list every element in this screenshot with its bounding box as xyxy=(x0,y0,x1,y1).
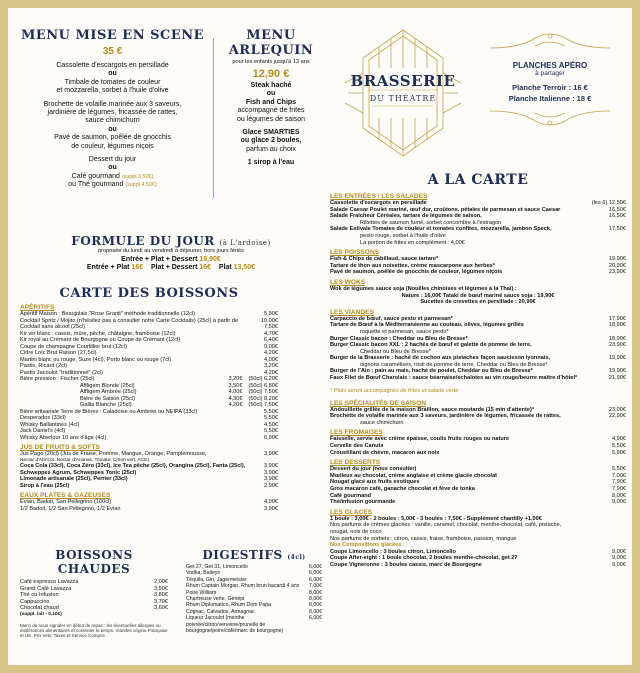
woks-line-3: Sucettes de crevettes en persillade : 20,90€ xyxy=(420,299,536,306)
formule-l2c-label: Plat xyxy=(218,264,232,271)
price-25cl: 4,00€ xyxy=(228,389,243,395)
price-50cl: (50cl) 8,20€ xyxy=(248,395,278,402)
formule-l2c-price: 13,50€ xyxy=(233,264,256,271)
mise-line: et mozzarella, sorbet à l'huile d'olive xyxy=(56,87,169,95)
fromages-list xyxy=(330,436,626,456)
planches-title: PLANCHES APÉRO xyxy=(512,61,588,70)
item-label: Chocolat chaud xyxy=(20,605,59,611)
desserts-row xyxy=(330,466,626,473)
compo-row xyxy=(330,549,626,556)
allergy-note: Merci de nous signaler en début de repas : les éventuelles allergies ou intolérances alimentaires et contenter le temps. Viandes origine Française et UE. Prix nets, Taxes et Service Compris xyxy=(20,622,168,639)
item-price: (les 6) 12,50€ xyxy=(591,200,626,206)
item-price: 3,70€ xyxy=(154,598,168,605)
item-label: Andouillette grillée de la maison Braillon, sauce moutarde (15 min d'attente)* xyxy=(330,406,534,413)
item-label: Burger de la Brasserie : haché de cochon aux pistaches façon saucisson lyonnais, xyxy=(330,355,551,362)
mise-or: ou xyxy=(108,164,117,172)
mise-line: jardinière de légumes, fricassée de rattes, xyxy=(47,109,178,117)
digestifs-title: DIGESTIFS xyxy=(202,548,283,562)
item-price: 8,00€ xyxy=(612,492,626,499)
bieres-list xyxy=(20,383,278,409)
item-price: 4,90€ xyxy=(612,436,626,443)
item-price: 8,00€ xyxy=(309,602,322,609)
item-label: Rhum Captain Morgan, Rhum brun bacardi 4 ans xyxy=(186,583,300,590)
eaux-title: EAUX PLATES & GAZEUSES xyxy=(20,492,111,500)
item-price: 5,50€ xyxy=(264,408,278,415)
item-label: Mœlleux au chocolat, crème anglaise et crème glacée chocolat xyxy=(330,472,497,479)
formule-l2a-price: 16€ xyxy=(131,264,144,271)
woks-title: LES WOKS xyxy=(330,278,366,286)
compo-row xyxy=(330,555,626,562)
item-label: Burger Classic bacon XXL : 2 hachés de bœuf et galette de pomme de terre, xyxy=(330,342,532,349)
item-label: Vodka, Baileys xyxy=(186,570,221,577)
woks-line-1: Wok de légumes sauce soja (Nouilles chinoises et légumes à la Thaï) : xyxy=(330,285,517,292)
fromages-title: LES FROMAGES xyxy=(330,429,383,437)
item-price: 23,00€ xyxy=(608,406,626,413)
boissons-chaudes xyxy=(20,548,168,639)
item-label: Carpaccio de bœuf, sauce pesto et parmesan* xyxy=(330,315,453,322)
item-label: Desperados (33cl) xyxy=(20,415,66,421)
item-label: Téquila, Gin, Jagermeister xyxy=(186,576,247,583)
item-label: Gros macaron café, ganache chocolat et fève de tonka xyxy=(330,486,475,492)
item-label: Salade Fraîcheur Céréales, tartare de légumes de saison, xyxy=(330,213,482,220)
item-price: 4,50€ xyxy=(264,421,278,428)
item-price: 7,90€ xyxy=(612,486,626,492)
desserts-row xyxy=(330,473,626,480)
mise-line: Cassolette d'escargots en persillade xyxy=(56,62,169,69)
mise-line: de couleur, légumes niçois xyxy=(71,142,154,150)
item-label: Bière de Saison (25cl) xyxy=(80,395,136,402)
planches-subtitle: à partager xyxy=(535,70,565,77)
item-price: 4,00€ xyxy=(264,356,278,363)
item-label: Cognac, Calvados, Armagnac xyxy=(186,608,255,615)
viandes-row xyxy=(330,349,626,356)
item-label: Coca Cola (33cl), Coca Zéro (33cl), Ice Tea pêche (25cl), Orangina (25cl), Fanta (25cl), xyxy=(20,463,246,470)
specialites-row xyxy=(330,407,626,414)
item-price: 6,40€ xyxy=(264,337,278,343)
glaces-line-3: nougat, noix de coco xyxy=(330,528,382,535)
price-50cl: (50cl) 7,50€ xyxy=(248,402,278,408)
formule-subtitle: proposée du lundi au vendredi à déjeuner, hors jours fériés xyxy=(98,248,244,254)
item-label: Cidre Loïc Brut Raison (27,5cl) xyxy=(20,350,97,356)
item-price: 16,50€ xyxy=(608,213,626,220)
item-price: 9,00€ xyxy=(612,499,626,506)
mise-or: ou xyxy=(108,125,117,133)
viandes-row xyxy=(330,368,626,375)
glaces-title: LES GLACES xyxy=(330,508,373,516)
aperitifs-title: APÉRITIFS xyxy=(20,304,55,311)
item-label: Schweppes Agrum, Schweppes Tonic (25cl) xyxy=(20,469,137,476)
viandes-row xyxy=(330,342,626,349)
item-label: Pavé de saumon, poêlée de gnocchis de couleur, légumes niçois xyxy=(330,269,503,276)
item-label: Bière artisanale Terre de Bières : Caladoise ou Ambrée ou NEIPA (33cl) xyxy=(20,408,198,415)
item-label: Evian, Badoit, San Pellegrino (100cl) xyxy=(20,499,112,506)
item-label: Whisky Aberlour 10 ans d'âge (4cl) xyxy=(20,434,107,441)
arlequin-subtitle: pour les enfants jusqu'à 13 ans xyxy=(232,59,310,65)
item-label: Grand Café Lavazza xyxy=(20,585,72,592)
item-price: 23,90€ xyxy=(608,269,626,276)
item-price: 3,60€ xyxy=(154,605,168,611)
ornament-bottom-icon xyxy=(480,103,620,131)
brasserie-logo xyxy=(343,28,463,158)
item-label: pesto rouge, sorbet à l'huile d'olive xyxy=(360,232,446,239)
item-price: 2,00€ xyxy=(154,579,168,585)
formule-l2a-label: Entrée + Plat xyxy=(86,264,130,271)
item-label: Apéritif Maison : Beaujolais "Rose Granit" méthode traditionnelle (12cl) xyxy=(20,311,195,317)
item-label: Kir vin blanc : cassis, mûre, pêche, châtaigne, framboise (12cl) xyxy=(20,330,176,337)
item-label: Coupe Vigneronne : 3 boules cassis, marc de Bourgogne xyxy=(330,561,482,568)
chaudes-title: BOISSONS CHAUDES xyxy=(55,548,133,576)
item-label: roquette et parmesan, sauce pesto* xyxy=(360,328,449,335)
formule-l1-label: Entrée + Plat + Dessert xyxy=(121,256,198,263)
item-price: 7,00€ xyxy=(612,472,626,479)
item-price: 4,20€ xyxy=(264,350,278,356)
desserts-row xyxy=(330,493,626,500)
item-label: Café expresso Lavazza xyxy=(20,579,79,585)
item-label: Cheddar ou Bleu de Bresse* xyxy=(360,348,431,355)
item-label: Kir royal au Crémant de Bourgogne ou Coupe de Crémant (12cl) xyxy=(20,337,181,343)
ornament-top-icon xyxy=(480,28,620,56)
item-price: 4,90€ xyxy=(264,499,278,506)
poissons-row xyxy=(330,269,626,276)
entrees-row xyxy=(330,207,626,214)
fromages-row xyxy=(330,436,626,443)
entrees-row xyxy=(330,213,626,220)
menu-arlequin xyxy=(216,28,326,168)
entrees-row xyxy=(330,220,626,227)
item-label: La portion de frites en complément : 4,00€ xyxy=(360,239,465,246)
plats-note: * Plats servis accompagnés de frites et salade verte xyxy=(330,387,459,394)
bieres-header: Bière pression : Fischer (25cl) 3,20€ (50cl) 6,20€ xyxy=(20,376,278,382)
compo-row xyxy=(330,562,626,569)
specialites-row xyxy=(330,420,626,427)
jus-row: Jus Pago (20cl) (Jus de Fraise, Pomme, Mangue, Orange, Pamplemousse, 3,90€ xyxy=(20,451,278,457)
item-label: Cocktail Spritz / Mojito (n'hésitez pas à consulter notre Carte Cocktails) (25cl) à partir de xyxy=(20,317,239,324)
formule-l1-price: 19,90€ xyxy=(199,256,221,263)
item-price: 18,90€ xyxy=(608,322,626,329)
item-price: 4,70€ xyxy=(264,330,278,337)
item-price: 17,50€ xyxy=(608,226,626,233)
item-label: Tartare de Bœuf à la Méditerranéenne au couteau, olives, légumes grillés xyxy=(330,322,524,329)
item-price: 2,90€ xyxy=(264,482,278,489)
item-label: Pastis Jacoulot "traditionnel" (2cl) xyxy=(20,369,103,376)
viandes-list xyxy=(330,316,626,382)
item-label: Salade Estivale Tomates de couleur et tomates confites, mozzarella, jambon Speck, xyxy=(330,226,552,233)
item-label: Dessert du jour (nous consulter) xyxy=(330,466,417,473)
item-label: Burger de l'Ain : pain au mais, haché de poulet, Cheddar ou Bleu de Bresse* xyxy=(330,368,533,375)
carte-title: A LA CARTE xyxy=(427,172,529,188)
item-price: 4,20€ xyxy=(264,369,278,376)
item-price: 5,50€ xyxy=(264,428,278,434)
item-price: 6,00€ xyxy=(309,615,322,622)
formule-du-jour xyxy=(20,234,322,271)
item-label: Chartreuse verte, Génépi xyxy=(186,596,245,603)
jus-title: JUS DE FRUITS & SOFTS xyxy=(20,444,100,451)
aperitifs-list xyxy=(20,311,278,376)
entrees-row xyxy=(330,226,626,233)
item-label: Affligem Ambrée (25cl) xyxy=(80,389,137,395)
glaces-line-4: Nos parfums de sorbets : citron, cassis, fraise, framboise, passion, mangue xyxy=(330,535,517,542)
item-price: 7,90€ xyxy=(612,479,626,486)
item-label: Thé/infusion gourmande xyxy=(330,499,396,506)
a-la-carte xyxy=(330,172,626,569)
glaces-line-1: 1 boule : 3,00€ - 2 boules : 5,00€ - 3 boules : 7,50€ - Supplément chantilly +1,00€ xyxy=(330,515,542,522)
planche-italienne: Planche Italienne : 18 € xyxy=(508,94,592,103)
item-label: Liqueur Jacoulot (menthe poivrée/citron/verveine/prunelle de bourgogne/poire/café/marc de bourgogne) xyxy=(186,615,284,635)
viandes-row xyxy=(330,322,626,329)
item-label: Burger Classic bacon : Cheddar ou Bleu de Bresse* xyxy=(330,335,468,342)
item-label: Cervelle des Canuts xyxy=(330,443,384,450)
poissons-row xyxy=(330,256,626,263)
mise-supp-the: (suppl 4,50€) xyxy=(125,182,157,189)
item-label: Salade Caesar Poulet mariné, œuf dur, croûtons, pétales de parmesan et sauce Caesar xyxy=(330,206,561,213)
price-50cl: (50cl) 6,80€ xyxy=(248,382,278,389)
poissons-row xyxy=(330,263,626,270)
item-label: Coupe de champagne Courtillier brut (12cl) xyxy=(20,343,127,350)
item-label: Gallia Blanche (25cl) xyxy=(80,402,132,408)
spirits-list xyxy=(20,409,278,442)
item-price: 3,20€ xyxy=(264,363,278,369)
desserts-row xyxy=(330,486,626,493)
mise-line: Pavé de saumon, poêlée de gnocchis xyxy=(54,134,171,142)
compo-list xyxy=(330,549,626,569)
item-label: Croustillant de chèvre, macaron aux noix xyxy=(330,449,440,456)
arlequin-line: ou glace 2 boules, xyxy=(240,137,302,145)
divider-line xyxy=(213,38,214,198)
arlequin-or: ou xyxy=(266,90,276,98)
mise-line: sauce chimichurri xyxy=(85,117,140,125)
menu-mise-price: 35 € xyxy=(102,46,123,57)
item-label: Nougat glacé aux fruits exotiques xyxy=(330,479,420,486)
item-label: sauce chimichurri xyxy=(360,419,404,426)
item-price: 6,90€ xyxy=(264,434,278,441)
entrees-row xyxy=(330,200,626,207)
item-label: Affligem Blonde (25cl) xyxy=(80,382,135,389)
desserts-row xyxy=(330,479,626,486)
chaudes-list xyxy=(20,579,168,612)
specialites-list xyxy=(330,407,626,427)
item-label: Whisky Ballantines (4cl) xyxy=(20,421,80,428)
viandes-row xyxy=(330,329,626,336)
item-price: 18,90€ xyxy=(608,335,626,342)
item-price: 3,90€ xyxy=(264,463,278,470)
item-label: Coupe After-eight : 1 boule chocolat, 2 boules menthe-chocolat, get 27 xyxy=(330,555,518,562)
item-label: Pastis, Ricard (2cl) xyxy=(20,363,67,369)
mise-supp-cafe: (suppl 3,50€) xyxy=(121,173,154,180)
mise-or: ou xyxy=(108,70,117,78)
entrees-row xyxy=(330,233,626,240)
mise-line: Brochette de volaille marinée aux 3 saveurs, xyxy=(43,100,182,108)
after-bieres-row xyxy=(20,435,278,442)
item-label: Limonade artisanale (25cl), Perrier (33cl) xyxy=(20,476,128,483)
desserts-list xyxy=(330,466,626,506)
item-label: Brochette de volaille marinée aux 3 saveurs, jardinière de légumes, fricassée de rattes, xyxy=(330,413,561,420)
item-price: 5,90€ xyxy=(264,311,278,317)
formule-title: FORMULE DU JOUR xyxy=(71,234,215,248)
item-label: Rhum Diplomatico, Rhum Dom Papa xyxy=(186,602,272,609)
price-25cl: 3,50€ xyxy=(228,382,243,389)
viandes-row xyxy=(330,355,626,362)
item-price: 6,00€ xyxy=(309,576,322,583)
digestifs-list xyxy=(186,564,322,634)
item-price: 3,90€ xyxy=(264,476,278,483)
item-price: 10,00€ xyxy=(260,317,278,324)
compo-title: Nos Compositions glacées : xyxy=(330,542,405,549)
item-price: 5,50€ xyxy=(612,443,626,450)
logo-sub: DU THÉATRE xyxy=(369,94,437,103)
item-label: Cappuccino xyxy=(20,598,50,605)
item-price: 20,90€ xyxy=(608,262,626,269)
item-price: 3,50€ xyxy=(154,585,168,592)
item-price: 5,90€ xyxy=(612,449,626,456)
item-price: 19,90€ xyxy=(608,368,626,375)
item-label: 1/2 Badoit, 1/2 San Pellegrino, 1/2 Evian xyxy=(20,505,121,512)
item-label: Thé ou Infusion xyxy=(20,592,59,598)
eaux-list xyxy=(20,499,278,512)
arlequin-line: 1 sirop à l'eau xyxy=(247,159,295,167)
softs-row xyxy=(20,483,278,490)
item-price: 5,50€ xyxy=(264,415,278,421)
item-price: 6,00€ xyxy=(309,570,322,577)
arlequin-line: accompagné de frites xyxy=(237,107,305,115)
entrees-title: LES ENTRÉES / LES SALADES xyxy=(330,193,428,200)
item-price: 3,90€ xyxy=(264,469,278,476)
fromages-row xyxy=(330,450,626,457)
menu-page xyxy=(8,8,632,665)
item-label: Coupe Limoncello : 3 boules citron, Limoncello xyxy=(330,548,456,555)
arlequin-line: Fish and Chips xyxy=(245,98,297,106)
glaces-line-2: Nos parfums de crèmes glacées : vanille, caramel, chocolat, menthe-chocolat, café, pistache, xyxy=(330,522,562,529)
item-price: 23,90€ xyxy=(608,342,626,349)
price-50cl: (50cl) 7,50€ xyxy=(248,389,278,395)
item-price: 3,80€ xyxy=(154,592,168,598)
item-price: 8,00€ xyxy=(309,608,322,615)
item-label: Tartare de thon aux noisettes, crème mascarpone aux herbes* xyxy=(330,262,495,269)
softs-list xyxy=(20,463,278,489)
poissons-list xyxy=(330,256,626,276)
item-label: Jack Daniel's (4cl) xyxy=(20,428,66,434)
mise-line: Dessert du jour xyxy=(88,156,137,164)
item-label: Café gourmand xyxy=(330,492,372,499)
eaux-row xyxy=(20,506,278,513)
carte-boissons xyxy=(20,286,278,512)
price-25cl: 4,20€ xyxy=(228,402,243,408)
woks-line-2: Nature : 16,00€ Tataki de bœuf mariné sauce soja : 19,90€ xyxy=(401,292,555,299)
arlequin-price: 12,90 € xyxy=(252,68,290,80)
chaudes-supp: (suppl. lait - 0,10€) xyxy=(20,611,62,617)
item-label: Fish & Chips de cabillaud, sauce tartare* xyxy=(330,256,439,263)
item-label: oignons caramélisés, rösti de pomme de terre, Cheddar ou Bleu de Bresse* xyxy=(360,361,548,368)
formule-l2b-price: 16€ xyxy=(199,264,212,271)
viandes-row xyxy=(330,316,626,323)
item-price: 22,90€ xyxy=(608,413,626,420)
specialites-title: LES SPÉCIALITÉS DE SAISON xyxy=(330,399,426,407)
poissons-title: LES POISSONS xyxy=(330,249,380,257)
item-label: Sirop à l'eau (25cl) xyxy=(20,482,70,489)
item-price: 19,90€ xyxy=(608,355,626,362)
entrees-list xyxy=(330,200,626,246)
item-price: 19,90€ xyxy=(608,256,626,263)
fromages-row xyxy=(330,443,626,450)
arlequin-line: parfum au choix xyxy=(246,145,296,153)
mise-line: Timbale de tomates de couleur xyxy=(64,78,161,86)
digestifs-unit: (4cl) xyxy=(287,554,306,561)
item-label: Cassolette d'escargots en persillade xyxy=(330,200,427,206)
menu-mise-title: MENU MISE EN SCENE xyxy=(20,28,205,43)
arlequin-line: Steak haché xyxy=(250,82,292,89)
item-price: 9,00€ xyxy=(612,561,626,568)
item-price: 6,00€ xyxy=(309,564,322,570)
item-label: Faux Filet de Bœuf Charolais : sauce béarnaise/échalotes au vin rouge/beurre maître d'hôtel* xyxy=(330,375,578,382)
price-25cl: 4,30€ xyxy=(228,395,243,402)
item-price: 7,00€ xyxy=(309,583,322,590)
item-price: 9,00€ xyxy=(612,548,626,555)
mise-line: ou Thé gourmand xyxy=(68,181,124,189)
item-price: 16,50€ xyxy=(608,206,626,213)
digestif-row xyxy=(186,615,322,634)
digestifs xyxy=(186,548,322,634)
viandes-row xyxy=(330,362,626,369)
menu-mise-en-scene xyxy=(20,28,205,190)
item-price: 9,00€ xyxy=(612,555,626,562)
boissons-title: CARTE DES BOISSONS xyxy=(59,286,239,301)
item-price: 5,50€ xyxy=(612,466,626,473)
jus-row-2: Nectar d'Abricot, Nectar d'Ananas, Tomate, Citron vert, ACE) xyxy=(20,457,149,463)
formule-ardoise: (à L'ardoise) xyxy=(219,239,271,247)
arlequin-line: ou légumes de saison xyxy=(236,115,306,123)
desserts-title: LES DESSERTS xyxy=(330,459,381,467)
viandes-row xyxy=(330,336,626,343)
arlequin-line: Glace SMARTIES xyxy=(242,129,300,137)
item-price: 21,90€ xyxy=(608,375,626,382)
formule-l2b-label: Plat + Dessert xyxy=(150,264,198,271)
viandes-title: LES VIANDES xyxy=(330,308,374,316)
item-price: 9,00€ xyxy=(264,343,278,350)
mise-line: Café gourmand xyxy=(71,172,120,180)
desserts-row xyxy=(330,499,626,506)
planches-apero xyxy=(480,28,620,136)
item-label: Get 27, Get 31, Limoncello xyxy=(186,564,248,570)
specialites-row xyxy=(330,413,626,420)
item-price: 3,90€ xyxy=(264,505,278,512)
item-label: Martini blanc ou rouge, Suze (4cl), Porto blanc ou rouge (7cl) xyxy=(20,356,172,363)
item-label: Faisselle, servie avec crème épaisse, coulis fruits rouges ou nature xyxy=(330,436,510,443)
viandes-row xyxy=(330,375,626,382)
entrees-row xyxy=(330,240,626,247)
item-label: Poire William xyxy=(186,589,217,596)
item-price: 7,50€ xyxy=(264,324,278,330)
menu-arlequin-title: MENU ARLEQUIN xyxy=(228,28,314,58)
item-label: Rillettes de saumon fumé, sorbet concombre à l'estragon xyxy=(360,219,502,226)
item-price: 8,00€ xyxy=(309,589,322,596)
logo-brand: BRASSERIE xyxy=(350,72,456,90)
item-label: Cocktail sans alcool (25cl) xyxy=(20,324,85,330)
item-price: 17,90€ xyxy=(608,315,626,322)
planche-terroir: Planche Terroir : 16 € xyxy=(512,83,588,92)
item-price: 8,00€ xyxy=(309,596,322,603)
art-deco-logo-icon xyxy=(343,28,463,158)
